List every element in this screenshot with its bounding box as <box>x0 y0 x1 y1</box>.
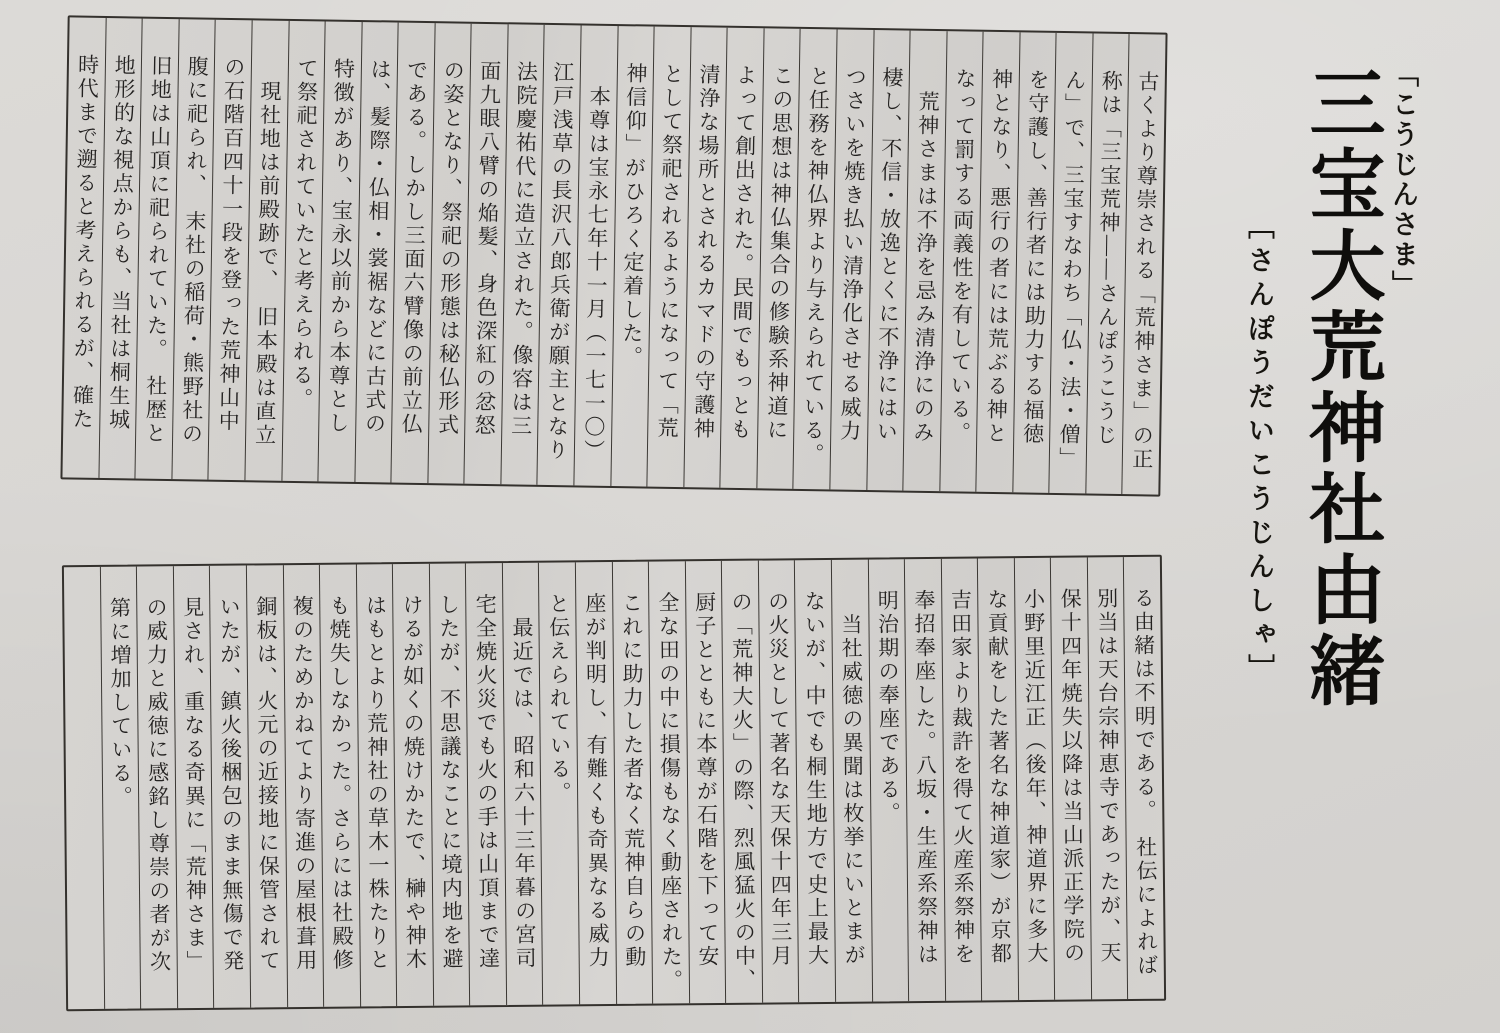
text-column: はもとより荒神社の草木一株たりと <box>356 564 397 1006</box>
text-column: を守護し、善行者には助力する福徳 <box>1012 32 1056 493</box>
bottom-text-panel <box>62 555 1166 1012</box>
text-column: 現社地は前殿跡で、 旧本殿は直立 <box>244 20 288 481</box>
document-title: 三宝大荒神社由緒 <box>1298 64 1382 712</box>
text-column: 奉招奉座した。八坂・生産系祭神は <box>904 559 945 1001</box>
text-column: 最近では、昭和六十三年暮の宮司 <box>502 563 543 1005</box>
text-column: この思想は神仏集合の修験系神道に <box>756 28 800 489</box>
text-column: 旧地は山頂に祀られていた。 社歴と <box>135 19 179 480</box>
text-column: と任務を神仏界より与えられている。 <box>793 29 837 490</box>
text-column: 腹に祀られ、 末社の稲荷・熊野社の <box>171 19 215 480</box>
text-column: な貢献をした著名な神道家）が京都 <box>977 558 1018 1000</box>
text-column: 見され、重なる奇異に「荒神さま」 <box>173 566 214 1008</box>
text-column: したが、不思議なことに境内地を避 <box>429 563 470 1005</box>
text-column: よって創出された。民間でもっとも <box>720 28 764 489</box>
text-column: 荒神さまは不浄を忌み清浄にのみ <box>902 31 946 492</box>
text-column: これに助力した者なく荒神自らの動 <box>611 562 652 1004</box>
text-column: 神となり、悪行の者には荒ぶる神と <box>976 32 1020 493</box>
text-column: て祭祀されていたと考えられる。 <box>281 21 325 482</box>
text-column: 厨子とともに本尊が石階を下って安 <box>685 561 726 1003</box>
text-column: 本尊は宝永七年十一月（一七一〇） <box>573 25 617 486</box>
text-column: 当社威徳の異聞は枚挙にいとまが <box>831 560 872 1002</box>
text-column: 棲し、不信・放逸とくに不浄にはい <box>866 30 910 491</box>
text-column: つさいを焼き払い清浄化させる威力 <box>829 29 873 490</box>
text-column: いたが、鎮火後梱包のまま無傷で発 <box>209 566 250 1008</box>
text-column: の石階百四十一段を登った荒神山中 <box>208 20 252 481</box>
document-pretitle: 「こうじんさま」 <box>1388 60 1418 300</box>
text-column: の威力と威徳に感銘し尊崇の者が次 <box>136 566 177 1008</box>
text-column: 宅全焼火災でも火の手は山頂まで達 <box>465 563 506 1005</box>
text-column: 称は「三宝荒神——さんぽうこうじ <box>1085 33 1129 494</box>
document-title-reading: ［さんぽうだいこうじんしゃ］ <box>1244 212 1274 688</box>
text-column: 吉田家より裁許を得て火産系祭神を <box>940 559 981 1001</box>
text-column: る由緒は不明である。 社伝によれば <box>1123 557 1164 999</box>
text-column: 神信仰」がひろく定着した。 <box>610 26 654 487</box>
text-column: 江戸浅草の長沢八郎兵衛が願主となり <box>537 25 581 486</box>
text-column: ないが、中でも桐生地方で史上最大 <box>794 560 835 1002</box>
text-column: である。しかし三面六臂像の前立仏 <box>391 23 435 484</box>
text-column: 地形的な視点からも、当社は桐生城 <box>98 18 142 479</box>
text-column: 清浄な場所とされるカマドの守護神 <box>683 27 727 488</box>
text-column: の「荒神大火」の際、烈風猛火の中、 <box>721 561 762 1003</box>
text-column <box>64 567 104 1009</box>
text-column: と伝えられている。 <box>538 562 579 1004</box>
text-column: 明治期の奉座である。 <box>867 559 908 1001</box>
text-column: 複のためかねてより寄進の屋根葺用 <box>282 565 323 1007</box>
text-column: 古くより尊崇される「荒神さま」の正 <box>1122 34 1166 495</box>
text-column: 法院慶祐代に造立された。像容は三 <box>500 24 544 485</box>
text-column: として祭祀されるようになって「荒 <box>647 27 691 488</box>
text-column: の火災として著名な天保十四年三月 <box>758 560 799 1002</box>
text-column: 時代まで遡ると考えられるが、確た <box>69 53 100 432</box>
text-column: の姿となり、祭祀の形態は秘仏形式 <box>427 23 471 484</box>
text-column: けるが如くの焼けかたで、榊や神木 <box>392 564 433 1006</box>
text-column: 別当は天台宗神恵寺であったが、天 <box>1087 557 1128 999</box>
text-column: 特徴があり、宝永以前から本尊とし <box>317 21 361 482</box>
text-column: は、髪際・仏相・裳裾などに古式の <box>354 22 398 483</box>
text-column: 第に増加している。 <box>100 567 141 1009</box>
text-column: 全な田の中に損傷もなく動座された。 <box>648 561 689 1003</box>
text-column: なって罰する両義性を有している。 <box>939 31 983 492</box>
text-column: も焼失しなかった。さらには社殿修 <box>319 564 360 1006</box>
text-column: 座が判明し、有難くも奇異なる威力 <box>575 562 616 1004</box>
text-column: ん」で、三宝すなわち「仏・法・僧」 <box>1049 33 1093 494</box>
text-column: 銅板は、火元の近接地に保管されて <box>246 565 287 1007</box>
text-column: 小野里近江正（後年、神道界に多大 <box>1014 558 1055 1000</box>
text-column: 保十四年焼失以降は当山派正学院の <box>1050 557 1091 999</box>
text-column: 面九眼八臂の焔髪、身色深紅の忿怒 <box>464 24 508 485</box>
top-text-panel <box>60 15 1167 496</box>
